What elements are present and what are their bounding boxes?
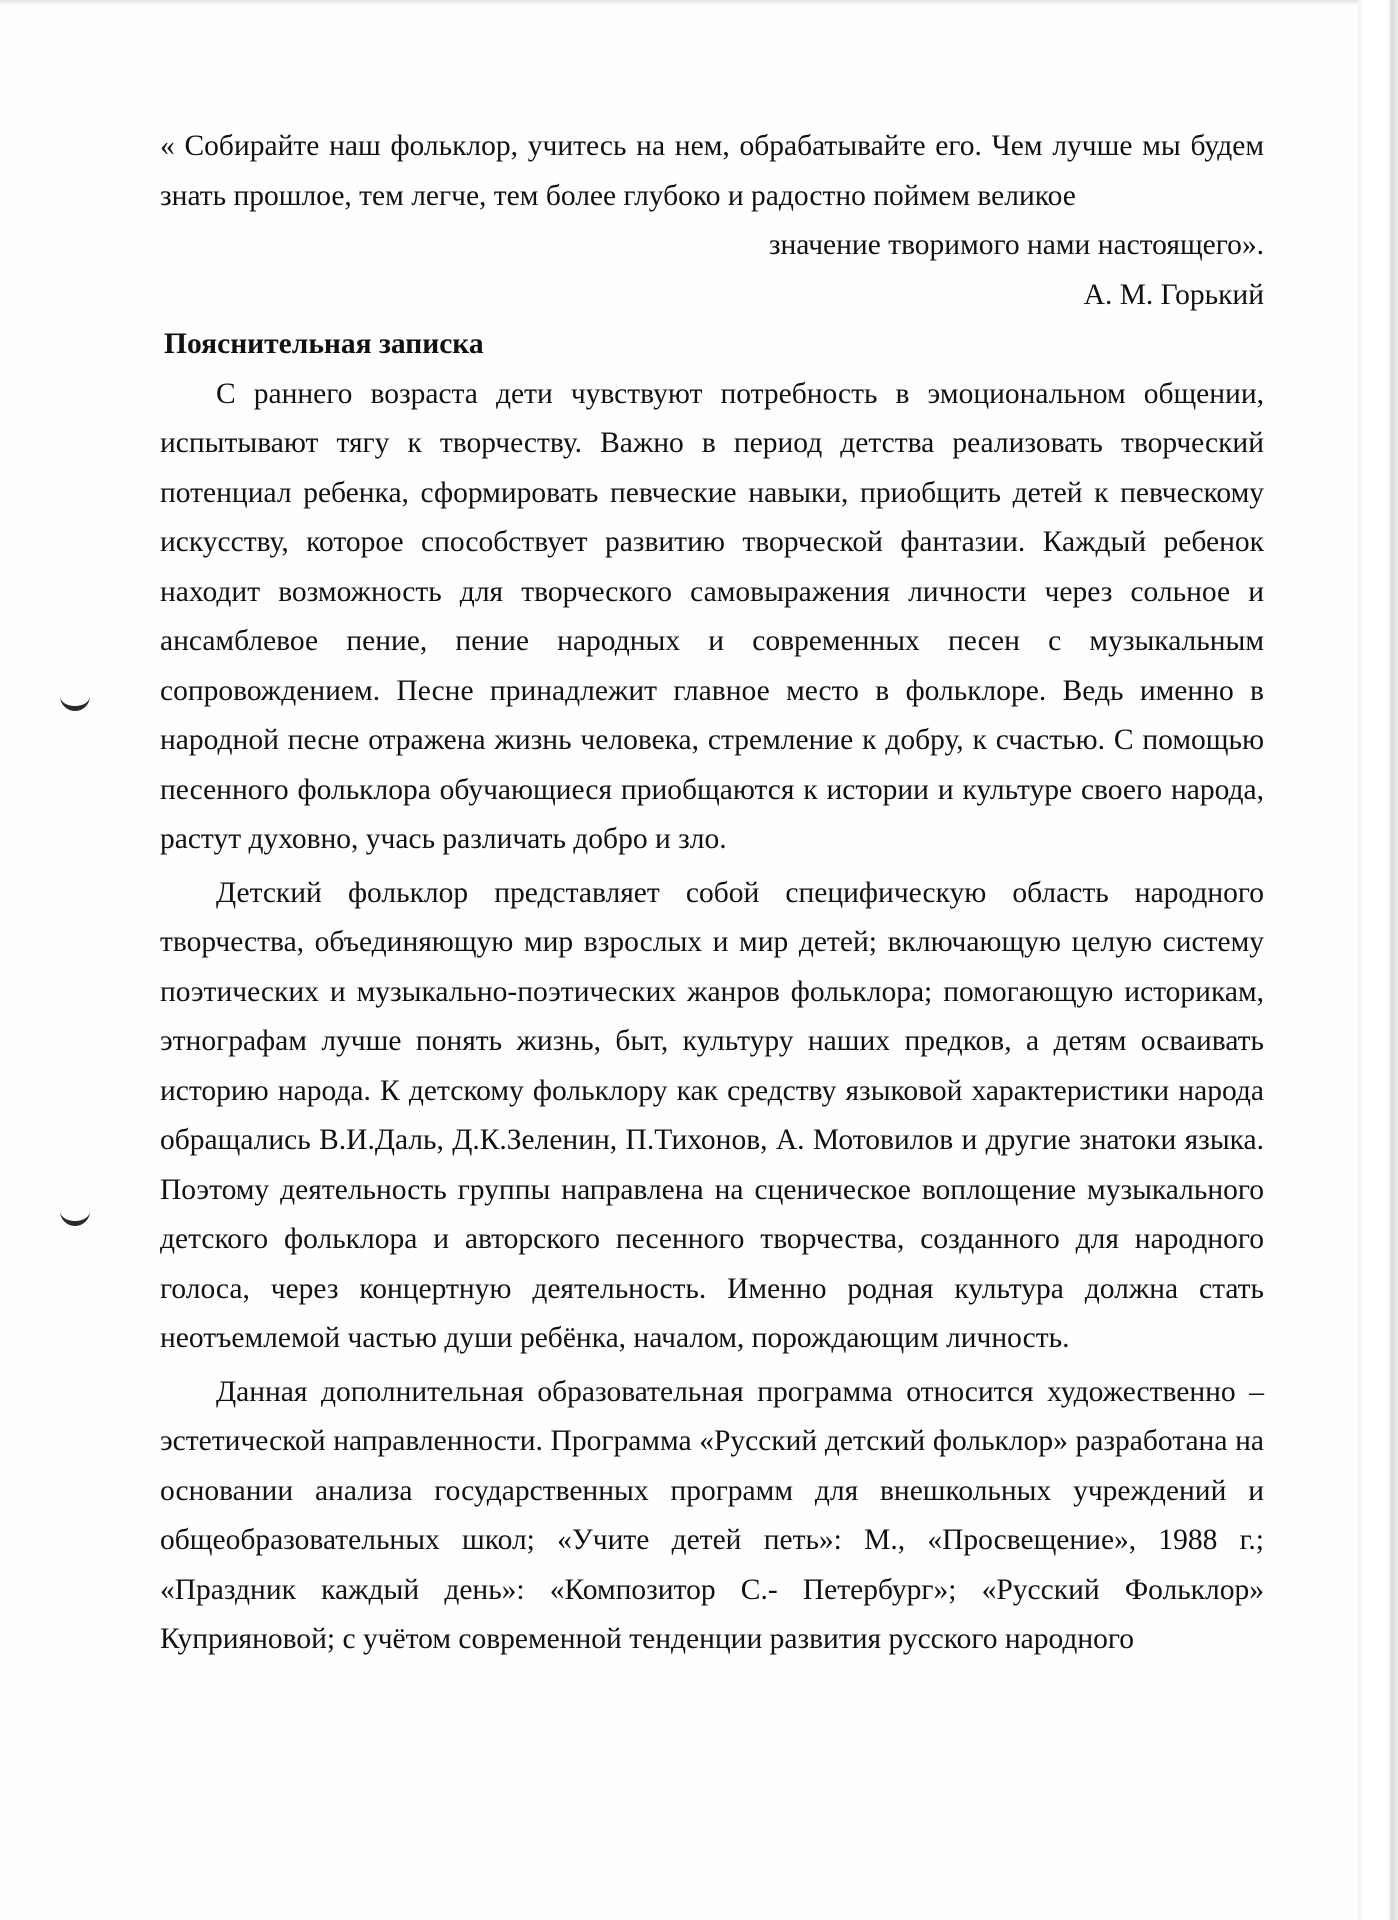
paragraph: Детский фольклор представляет собой специфическую область народного творчества, объединяющую мир взрослых и мир детей; включающую целую систему поэтических и музыкально-поэтических жанров фольклора; помогающую историкам, этнографам лучше понять жизнь, быт, культуру наших предков, а детям осваивать историю народа. К детскому фольклору как средству языковой характеристики народа обращались В.И.Даль, Д.К.Зеленин, П.Тихонов, А. Мотовилов и другие знатоки языка. Поэтому деятельность группы направлена на сценическое воплощение музыкального детского фольклора и авторского песенного творчества, созданного для народного голоса, через концертную деятельность. Именно родная культура должна стать неотъемлемой частью души ребёнка, началом, порождающим личность. bbox=[160, 876, 1264, 1354]
epigraph-author: А. М. Горький bbox=[1083, 278, 1264, 311]
top-edge-shadow bbox=[0, 0, 1398, 6]
binder-hole-mark bbox=[60, 690, 90, 711]
binder-hole-mark bbox=[60, 1205, 90, 1226]
paragraph: С раннего возраста дети чувствуют потребность в эмоциональном общении, испытывают тягу к творчеству. Важно в период детства реализовать творческий потенциал ребенка, сформировать певческие навыки, приобщить детей к певческому искусству, которое способствует развитию творческой фантазии. Каждый ребенок находит возможность для творческого самовыражения личности через сольное и ансамблевое пение, пение народных и современных песен с музыкальным сопровождением. Песне принадлежит главное место в фольклоре. Ведь именно в народной песне отражена жизнь человека, стремление к добру, к счастью. С помощью песенного фольклора обучающиеся приобщаются к истории и культуре своего народа, растут духовно, учась различать добро и зло. bbox=[160, 377, 1264, 855]
section-heading: Пояснительная записка bbox=[164, 328, 484, 360]
paragraph: Данная дополнительная образовательная программа относится художественно – эстетической направленности. Программа «Русский детский фольклор» разработана на основании анализа государственных программ для внешкольных учреждений и общеобразовательных школ; «Учите детей петь»: М., «Просвещение», 1988 г.; «Праздник каждый день»: «Композитор С.- Петербург»; «Русский Фольклор» Куприяновой; с учётом современной тенденции развития русского народного bbox=[160, 1375, 1264, 1655]
epigraph-text-end: значение творимого нами настоящего». bbox=[768, 229, 1264, 261]
page-right-edge bbox=[1358, 0, 1398, 1920]
document-body bbox=[160, 122, 1264, 1665]
epigraph-text: « Собирайте наш фольклор, учитесь на нем, обрабатывайте его. Чем лучше мы будем знать прошлое, тем легче, тем более глубоко и радостно поймем великое bbox=[160, 130, 1264, 212]
